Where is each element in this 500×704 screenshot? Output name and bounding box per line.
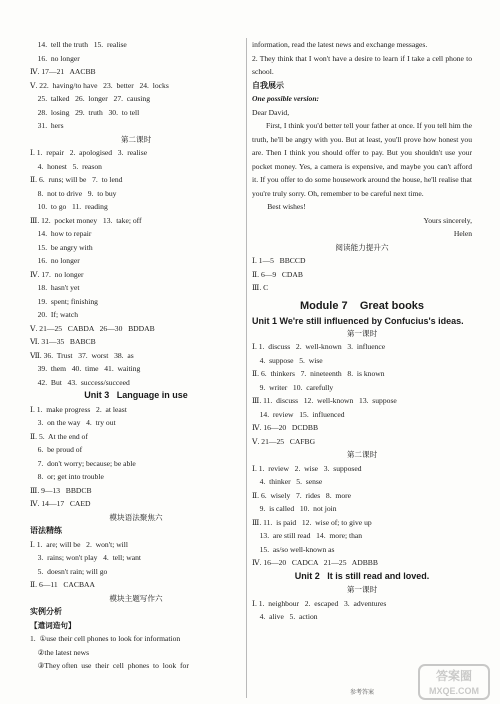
left_column-line: 语法精练 bbox=[30, 526, 62, 535]
right_column-line: 4. alive 5. action bbox=[252, 612, 318, 621]
left_column-line: 14. tell the truth 15. realise bbox=[30, 40, 127, 49]
right_column-line: 4. thinker 5. sense bbox=[252, 477, 323, 486]
left_column-line: 42. But 43. success/succeed bbox=[30, 377, 130, 387]
right_column-line: Ⅰ. 1. review 2. wise 3. supposed bbox=[252, 463, 362, 473]
left_column-line: 10. to go 11. reading bbox=[30, 202, 108, 211]
right_column-line: Ⅰ. 1. discuss 2. well-known 3. influence bbox=[252, 342, 386, 351]
left_column-line: Ⅲ. 9—13 BBDCB bbox=[30, 485, 92, 495]
left_column-line: ③They often use their cell phones to look for bbox=[30, 661, 189, 670]
right_column-line: 第一课时 bbox=[346, 585, 378, 594]
left_column-line: Ⅱ. 5. At the end of bbox=[30, 431, 88, 441]
right_column-line: 2. They think that I won't have a desire to learn if I take a cell phone to school. bbox=[252, 53, 472, 76]
left_column-line: 14. how to repair bbox=[30, 229, 92, 238]
left_column-line: 39. them 40. time 41. waiting bbox=[30, 364, 141, 373]
left_column-line: Ⅳ. 14—17 CAED bbox=[30, 499, 91, 508]
right_column-line: Ⅲ. C bbox=[252, 283, 269, 292]
right_column-line: Ⅲ. 11. is paid 12. wise of; to give up bbox=[252, 517, 372, 527]
left_column-line: Ⅰ. 1. are; will be 2. won't; will bbox=[30, 539, 129, 549]
right_column-line: 阅读能力提升六 bbox=[335, 242, 389, 252]
right_column-line: Dear David, bbox=[252, 107, 290, 117]
right_column-line: information, read the latest news and exchange messages. bbox=[252, 40, 428, 49]
right_column-line: Yours sincerely, bbox=[423, 215, 472, 225]
right_column-line: Ⅰ. 1—5 BBCCD bbox=[252, 256, 306, 265]
left_column-line: Ⅴ. 22. having/to have 23. better 24. locks bbox=[30, 80, 169, 90]
right_column-line: Ⅰ. 1. neighbour 2. escaped 3. adventures bbox=[252, 598, 387, 608]
watermark-logo bbox=[418, 664, 490, 700]
left_column-line: 19. spent; finishing bbox=[30, 296, 98, 306]
right_column-line: 14. review 15. influenced bbox=[252, 409, 345, 419]
left_column-line: 8. not to drive 9. to buy bbox=[30, 188, 117, 198]
right_column-line: 13. are still read 14. more; than bbox=[252, 531, 363, 540]
left_column-line: 15. be angry with bbox=[30, 242, 93, 252]
right_column-line: Ⅱ. 6. wisely 7. rides 8. more bbox=[252, 490, 352, 500]
right_column-line: Ⅱ. 6. thinkers 7. nineteenth 8. is known bbox=[252, 369, 385, 378]
right_column-line: Unit 2 It is still read and loved. bbox=[294, 570, 430, 581]
right_column-line: 4. suppose 5. wise bbox=[252, 355, 323, 365]
right_column-line: 9. is called 10. not join bbox=[252, 504, 337, 513]
left_column-line: 第二课时 bbox=[120, 134, 152, 144]
left_column-line: 1. ①use their cell phones to look for information bbox=[30, 634, 181, 643]
right_column-line: Ⅴ. 21—25 CAFBG bbox=[252, 436, 316, 446]
right-column bbox=[252, 38, 472, 624]
right_column-line: One possible version: bbox=[252, 94, 320, 103]
left_column-line: 4. honest 5. reason bbox=[30, 161, 102, 171]
left_column-line: 【遣词造句】 bbox=[30, 620, 76, 630]
svg-text:答案圈: 答案圈 bbox=[435, 669, 473, 683]
page-footer: 参考答案 bbox=[350, 690, 375, 696]
left_column-line: Unit 3 Language in use bbox=[84, 390, 188, 400]
left_column-line: Ⅱ. 6. runs; will be 7. to lend bbox=[30, 175, 123, 184]
left_column-line: 模块语法聚焦六 bbox=[109, 512, 163, 522]
right_column-line: First, I think you'd better tell your father at once. If you tell him the truth, he'll be angry with you. But at least, you'll prove how honest you are. Then I think you should offer to pay. But you shouldn't use your pocket money. Yes, a camera is expensive, and maybe you can't afford it. If you offer to do some housework around the house, he'll realise that you're truly sorry. Oh, remember to be careful next time. bbox=[252, 121, 472, 198]
left_column-line: Ⅰ. 1. repair 2. apologised 3. realise bbox=[30, 148, 148, 157]
right_column-line: Ⅱ. 6—9 CDAB bbox=[252, 269, 303, 279]
right_column-line: Best wishes! bbox=[252, 202, 306, 211]
right_column-line: Module 7 Great books bbox=[299, 299, 425, 312]
left_column-line: 25. talked 26. longer 27. causing bbox=[30, 94, 151, 103]
left_column-line: Ⅱ. 6—11 CACBAA bbox=[30, 580, 96, 589]
left_column-line: ②the latest news bbox=[30, 647, 90, 657]
left_column-line: 模块主题写作六 bbox=[109, 593, 163, 603]
column-divider bbox=[246, 38, 247, 698]
left_column-line: 7. don't worry; because; be able bbox=[30, 458, 136, 468]
left_column-line: 28. losing 29. truth 30. to tell bbox=[30, 107, 140, 117]
svg-text:MXQE.COM: MXQE.COM bbox=[428, 686, 480, 696]
right_column-line: Unit 1 We're still influenced by Confucius's ideas. bbox=[252, 315, 464, 326]
left_column-line: Ⅲ. 12. pocket money 13. take; off bbox=[30, 215, 142, 225]
right_column-line: Ⅲ. 11. discuss 12. well-known 13. suppose bbox=[252, 396, 397, 405]
left_column-line: 16. no longer bbox=[30, 53, 80, 63]
right_column-line: 15. as/so well-known as bbox=[252, 544, 335, 554]
left_column-line: 实例分析 bbox=[30, 607, 62, 616]
right_column-line: Ⅳ. 16—20 DCDBB bbox=[252, 423, 319, 432]
right_column-line: Ⅳ. 16—20 CADCA 21—25 ADBBB bbox=[252, 558, 378, 567]
left_column-line: 20. If; watch bbox=[30, 310, 79, 319]
left_column-line: 18. hasn't yet bbox=[30, 283, 80, 292]
left_column-line: Ⅰ. 1. make progress 2. at least bbox=[30, 404, 127, 414]
right_column-line: 第一课时 bbox=[346, 328, 378, 338]
left_column-line: 8. or; get into trouble bbox=[30, 472, 104, 481]
right_column-line: Helen bbox=[453, 229, 472, 238]
left_column-line: 31. hers bbox=[30, 121, 64, 130]
left_column-line: Ⅵ. 31—35 BABCB bbox=[30, 337, 96, 346]
left_column-line: Ⅳ. 17—21 AACBB bbox=[30, 67, 96, 76]
left_column-line: Ⅳ. 17. no longer bbox=[30, 269, 84, 279]
left_column-line: 16. no longer bbox=[30, 256, 80, 265]
left_column-line: 6. be proud of bbox=[30, 445, 83, 454]
left-column bbox=[30, 38, 242, 673]
right_column-line: 9. writer 10. carefully bbox=[252, 382, 334, 392]
left_column-line: 3. on the way 4. try out bbox=[30, 418, 116, 427]
right_column-line: 第二课时 bbox=[346, 450, 378, 459]
left_column-line: 3. rains; won't play 4. tell; want bbox=[30, 553, 142, 562]
left_column-line: Ⅶ. 36. Trust 37. worst 38. as bbox=[30, 350, 134, 360]
left_column-line: Ⅴ. 21—25 CABDA 26—30 BDDAB bbox=[30, 323, 155, 333]
right_column-line: 自我展示 bbox=[252, 80, 284, 90]
left_column-line: 5. doesn't rain; will go bbox=[30, 566, 108, 576]
